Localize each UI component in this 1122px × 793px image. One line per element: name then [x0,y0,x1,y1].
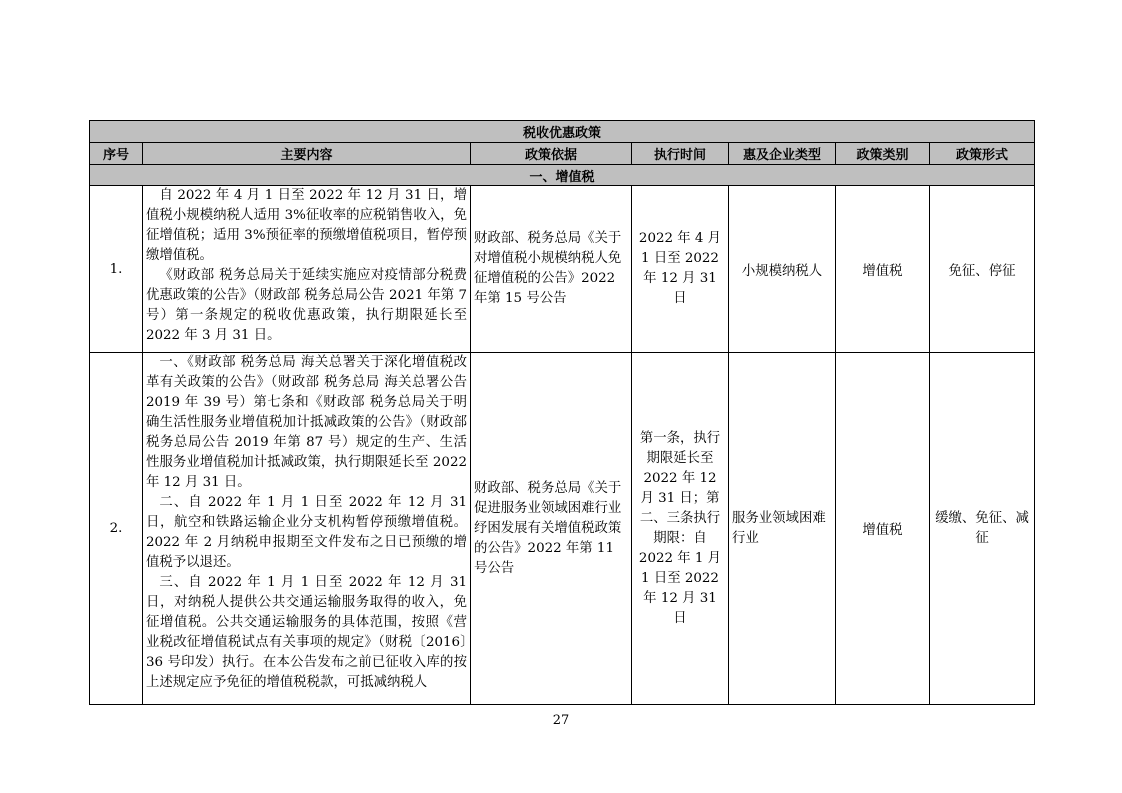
header-period: 执行时间 [632,143,729,165]
table-title-row [90,121,1035,143]
row-category: 增值税 [836,353,930,705]
row-beneficiary: 小规模纳税人 [729,186,836,353]
table-row [90,186,1035,353]
row-form: 缓缴、免征、减征 [930,353,1035,705]
page-number: 27 [552,713,570,728]
row-index: 2. [90,353,143,705]
row-category: 增值税 [836,186,930,353]
content-paragraph: 三、自 2022 年 1 月 1 日至 2022 年 12 月 31 日，对纳税人提供公共交通运输服务取得的收入，免征增值税。公共交通运输服务的具体范围，按照《营业税改征增值税试点有关事项的规定》（财税〔2016〕36 号印发）执行。在本公告发布之前已征收入库的按上述规定应予免征的增值税税款，可抵减纳税人 [146,575,467,690]
table-header-row [90,143,1035,165]
content-paragraph: 《财政部 税务总局关于延续实施应对疫情部分税费优惠政策的公告》（财政部 税务总局公告 2021 年第 7 号）第一条规定的税收优惠政策，执行期限延长至 2022 年 3 月 31 日。 [146,268,467,343]
section-row [90,165,1035,186]
content-paragraph: 自 2022 年 4 月 1 日至 2022 年 12 月 31 日，增值税小规模纳税人适用 3%征收率的应税销售收入，免征增值税；适用 3%预征率的预缴增值税项目，暂停预缴增值税。 [146,188,467,263]
header-form: 政策形式 [930,143,1035,165]
header-content: 主要内容 [143,143,471,165]
section-title: 一、增值税 [90,165,1035,186]
header-beneficiary: 惠及企业类型 [729,143,836,165]
row-beneficiary: 服务业领域困难行业 [729,353,836,705]
row-index: 1. [90,186,143,353]
table-row [90,353,1035,705]
content-paragraph: 二、自 2022 年 1 月 1 日至 2022 年 12 月 31 日，航空和铁路运输企业分支机构暂停预缴增值税。2022 年 2 月纳税申报期至文件发布之日已预缴的增值税予以退还。 [146,495,467,570]
row-form: 免征、停征 [930,186,1035,353]
row-basis: 财政部、税务总局《关于促进服务业领域困难行业纾困发展有关增值税政策的公告》2022 年第 11 号公告 [471,353,632,705]
header-basis: 政策依据 [471,143,632,165]
row-content [143,353,471,705]
header-index: 序号 [90,143,143,165]
row-period: 2022 年 4 月 1 日至 2022 年 12 月 31 日 [632,186,729,353]
header-category: 政策类别 [836,143,930,165]
row-basis: 财政部、税务总局《关于对增值税小规模纳税人免征增值税的公告》2022 年第 15 号公告 [471,186,632,353]
content-paragraph: 一、《财政部 税务总局 海关总署关于深化增值税改革有关政策的公告》（财政部 税务总局 海关总署公告 2019 年 39 号）第七条和《财政部 税务总局关于明确生活性服务业增值税加计抵减政策的公告》（财政部 税务总局公告 2019 年第 87 号）规定的生产、生活性服务业增值税加计抵减政策，执行期限延长至 2022 年 12 月 31 日。 [146,355,467,490]
row-content [143,186,471,353]
policy-table [89,120,1035,705]
table-title: 税收优惠政策 [90,121,1035,143]
content-clip [146,353,467,703]
row-period: 第一条，执行期限延长至 2022 年 12 月 31 日；第二、三条执行期限：自 2022 年 1 月 1 日至 2022 年 12 月 31 日 [632,353,729,705]
